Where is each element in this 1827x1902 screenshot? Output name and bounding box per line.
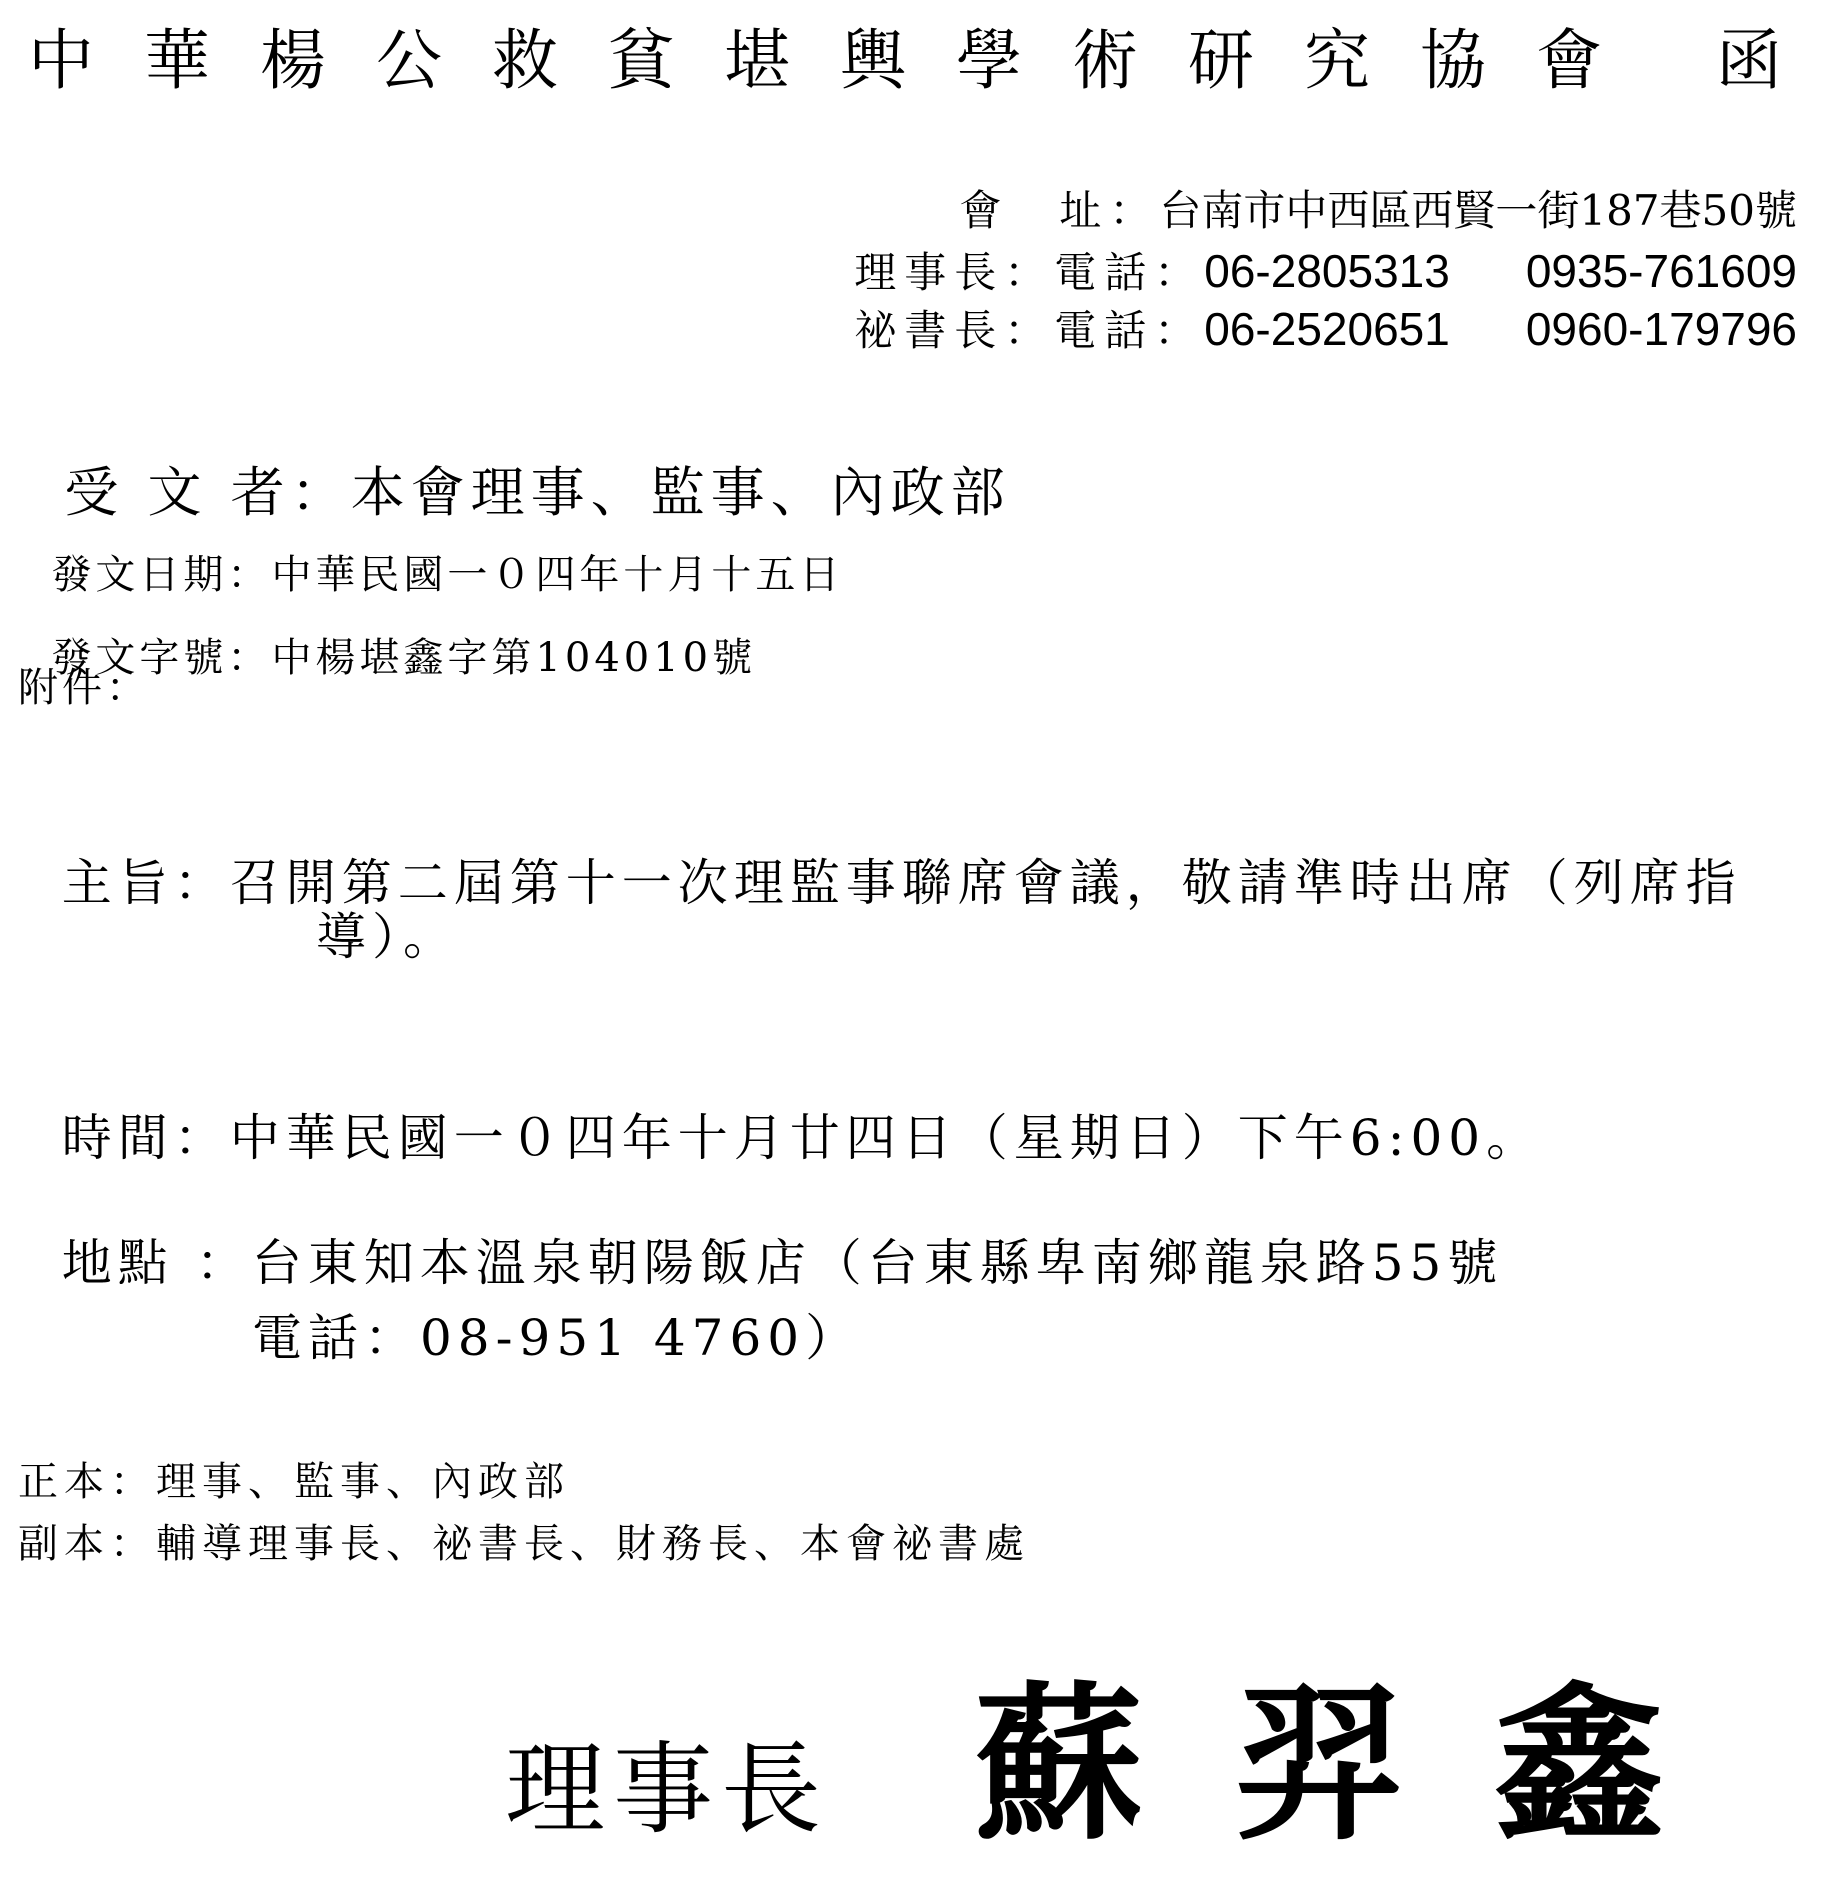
subject-label: 主旨： — [61, 854, 230, 912]
original-recipients: 正本：理事、監事、內政部 — [18, 1459, 570, 1505]
subject-continuation: 導）。 — [316, 908, 459, 966]
date-label: 發文日期： — [51, 552, 272, 598]
recipient-label: 受 文 者： — [64, 461, 351, 524]
secretary-phone: 06-2520651 — [1204, 303, 1450, 355]
organization-title: 中華楊公救貧堪輿學術研究協會 — [28, 22, 1652, 99]
location-value: 台東知本溫泉朝陽飯店（台東縣卑南鄉龍泉路55號 — [251, 1234, 1504, 1292]
address-value: 台南市中西區西賢一街187巷50號 — [1159, 186, 1797, 235]
time-value: 中華民國一０四年十月廿四日（星期日）下午6:00。 — [229, 1109, 1543, 1167]
recipient-line — [18, 412, 1011, 524]
address-label: 會 址： — [959, 186, 1160, 235]
location-line — [18, 1188, 1504, 1292]
chairman-mobile: 0935-761609 — [1525, 245, 1797, 297]
time-label: 時間： — [61, 1109, 230, 1167]
reference-value: 中楊堪鑫字第104010號 — [271, 635, 757, 681]
recipient-value: 本會理事、監事、內政部 — [350, 461, 1011, 524]
secretary-phone-label: 祕書長：電話： — [854, 306, 1205, 355]
signatory-title: 理事長 — [505, 1731, 829, 1848]
subject-text: 召開第二屆第十一次理監事聯席會議，敬請準時出席（列席指 — [229, 854, 1742, 912]
attachment-label: 附件： — [18, 665, 150, 711]
signatory-name: 蘇羿鑫 — [975, 1665, 1755, 1863]
time-line — [18, 1063, 1543, 1167]
copy-recipients: 副本：輔導理事長、祕書長、財務長、本會祕書處 — [18, 1521, 1030, 1567]
location-phone: 電話：08-951 4760） — [252, 1309, 862, 1367]
document-type: 函 — [1716, 22, 1782, 99]
secretary-phone-line — [828, 264, 1797, 355]
secretary-mobile: 0960-179796 — [1525, 303, 1797, 355]
date-line — [18, 515, 844, 598]
chairman-phone-label: 理事長：電話： — [854, 248, 1205, 297]
location-label: 地點 ： — [61, 1234, 252, 1292]
subject-line — [18, 808, 1742, 912]
date-value: 中華民國一０四年十月十五日 — [271, 552, 844, 598]
reference-label: 發文字號： — [51, 635, 272, 681]
chairman-phone: 06-2805313 — [1204, 245, 1450, 297]
